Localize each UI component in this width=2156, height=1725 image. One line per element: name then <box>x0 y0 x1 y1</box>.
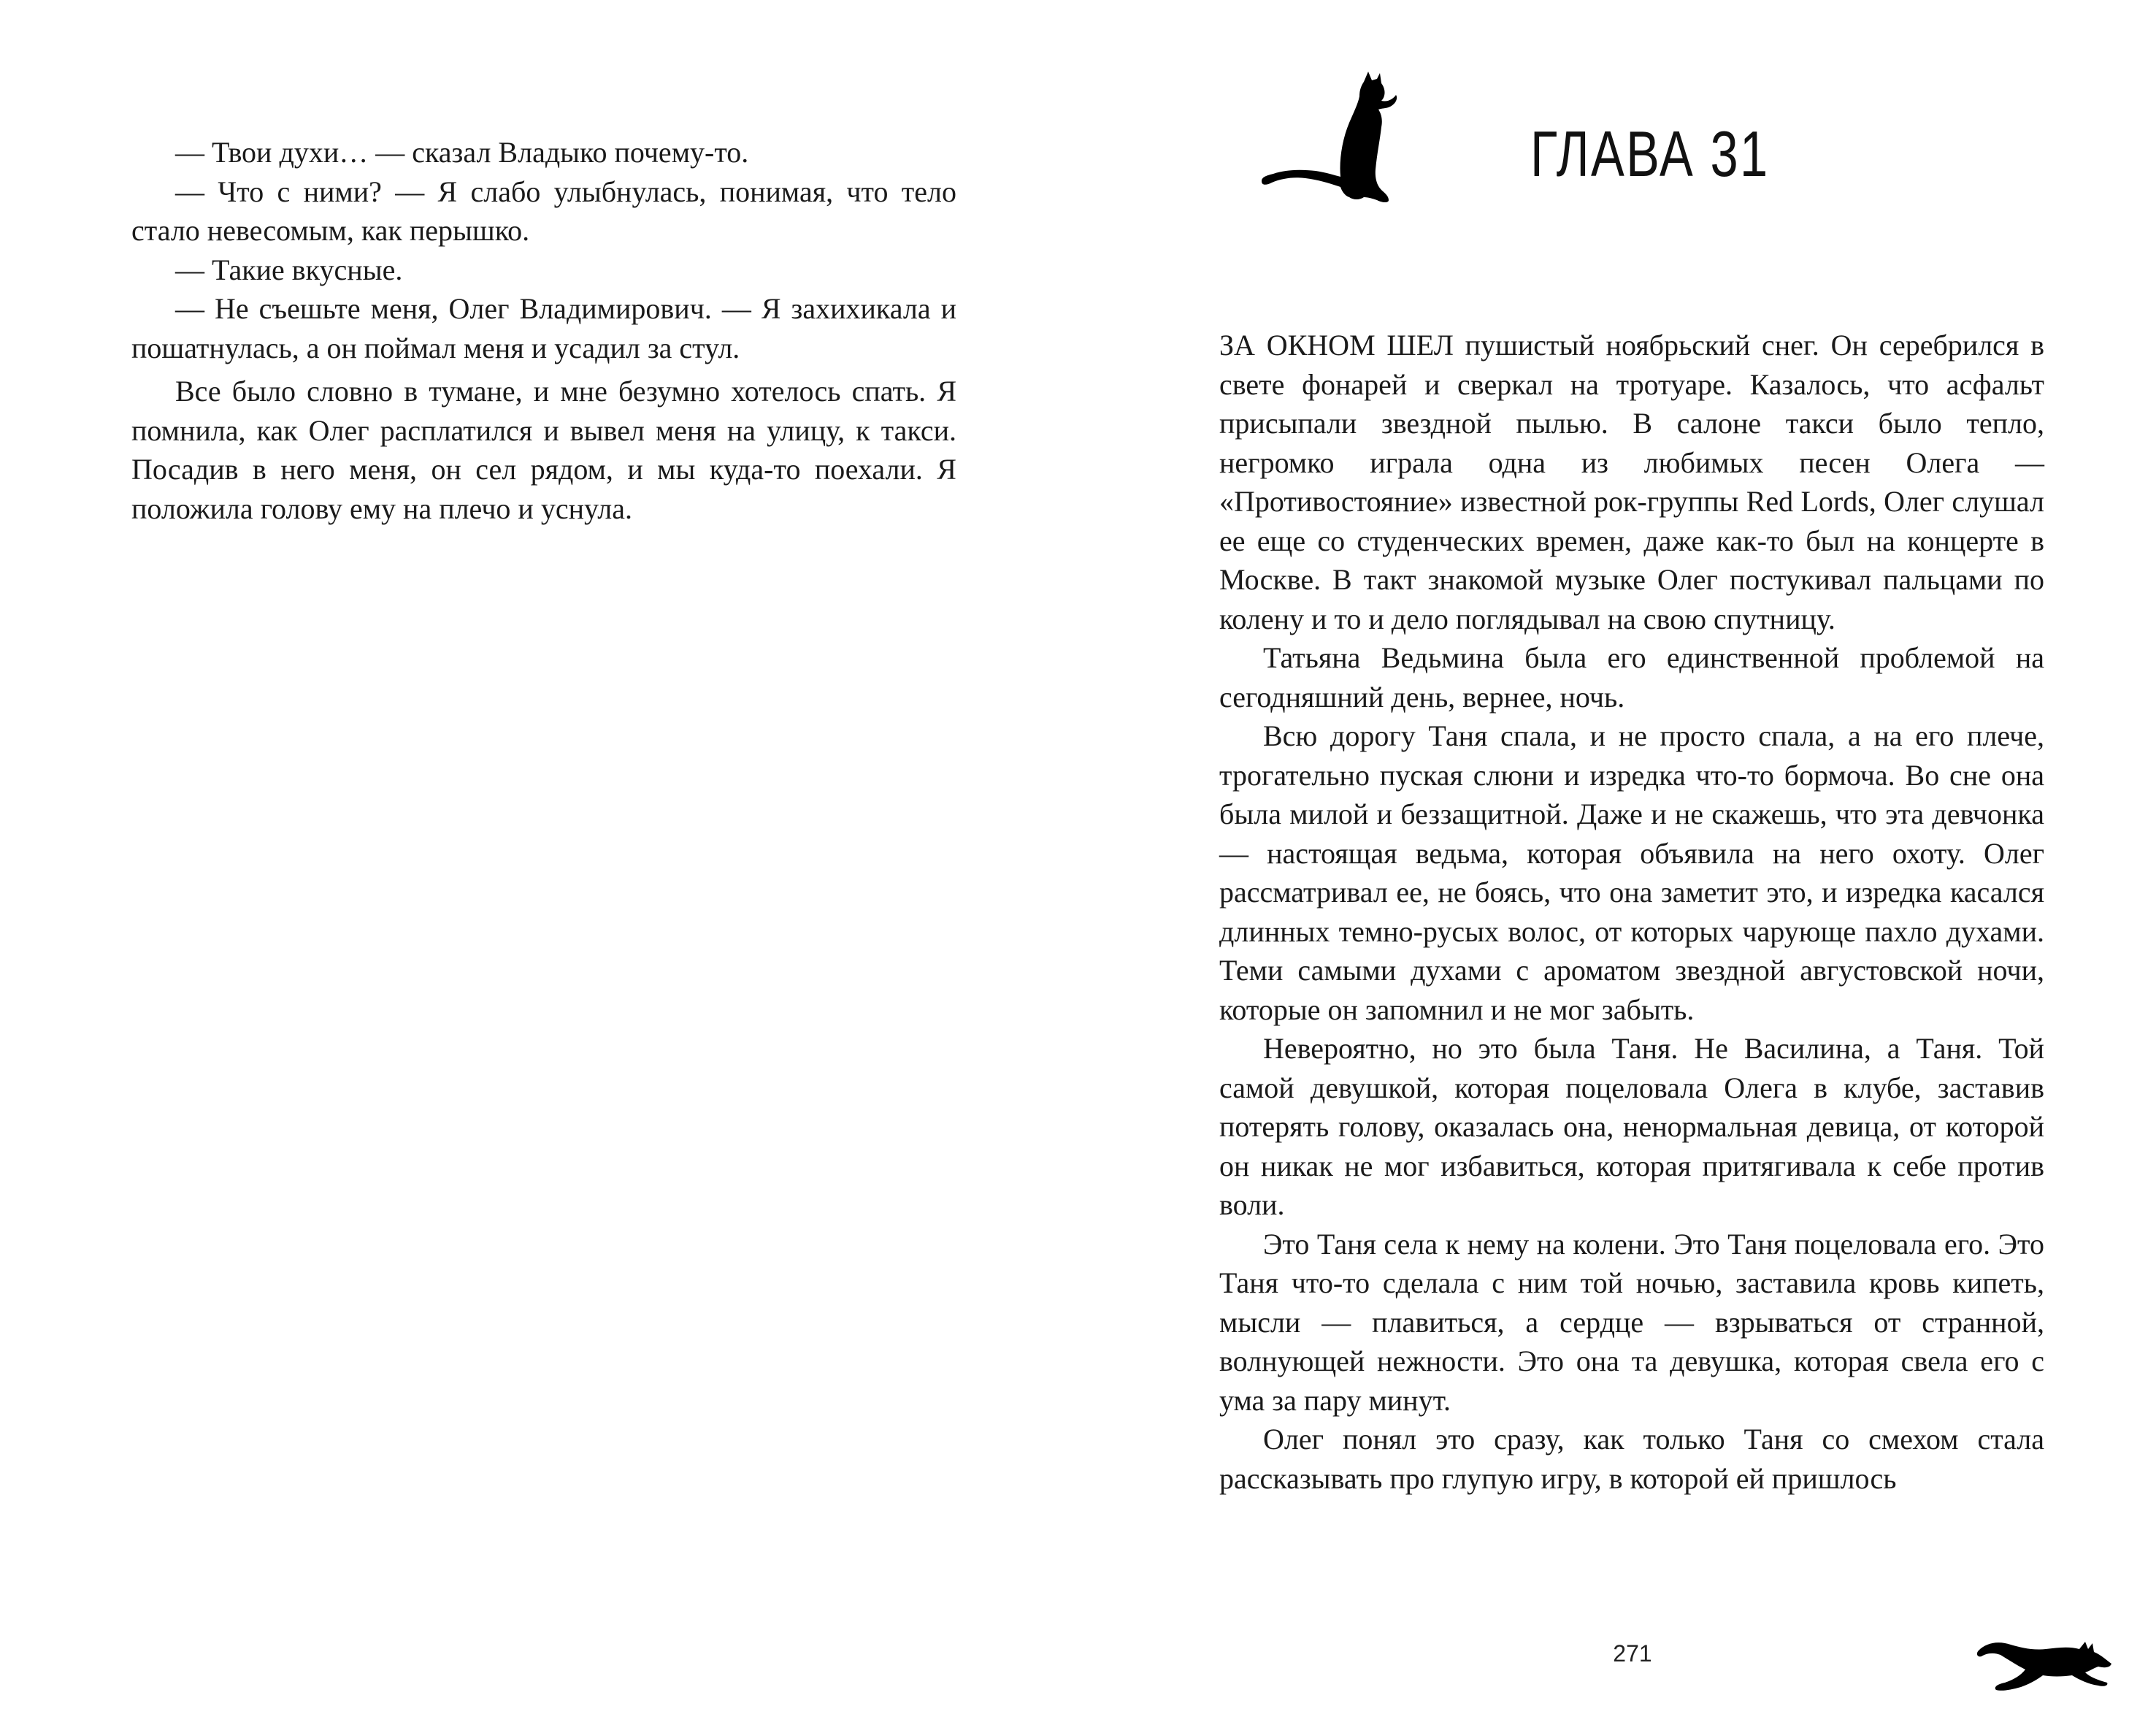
paragraph: Все было словно в тумане, и мне безумно хотелось спать. Я помнила, как Олег расплатился и вывел меня на улицу, к такси. Посадив в него меня, он сел рядом, и мы куда-то поехали. Я положила голову ему на плечо и уснула. <box>131 375 956 525</box>
sitting-cat-icon <box>1253 67 1399 213</box>
paragraph: Олег понял это сразу, как только Таня со смехом стала рассказывать про глупую игру, в которой ей пришлось <box>1219 1423 2044 1495</box>
running-cat-icon <box>1976 1626 2114 1699</box>
paragraph: — Что с ними? — Я слабо улыбнулась, понимая, что тело стало невесомым, как перышко. <box>131 175 956 247</box>
paragraph: Это Таня села к нему на колени. Это Таня поцеловала его. Это Таня что-то сделала с ним той ночью, заставила кровь кипеть, мысли — плавиться, а сердце — взрываться от странной, волнующей нежности. Это она та девушка, которая свела его с ума за пару минут. <box>1219 1227 2044 1417</box>
paragraph: Невероятно, но это была Таня. Не Василина, а Таня. Той самой девушкой, которая поцеловала Олега в клубе, заставив потерять голову, оказалась она, ненормальная девица, от которой он никак не мог избавиться, которая притягивала к себе против воли. <box>1219 1032 2044 1221</box>
paragraph <box>1219 326 2044 638</box>
left-page-text <box>131 133 956 528</box>
right-page-text <box>1219 326 2044 1498</box>
chapter-title: ГЛАВА 31 <box>1530 118 1770 190</box>
paragraph: — Твои духи… — сказал Владыко почему-то. <box>175 136 749 169</box>
paragraph-text: пушистый ноябрьский снег. Он серебрился в свете фонарей и сверкал на тротуаре. Казалось, что асфальт присыпали звездной пылью. В салоне такси было тепло, негромко играла одна из любимых песен Олега — «Противостояние» известной рок-группы Red Lords, Олег слушал ее еще со студенческих времен, даже как-то был на концерте в Москве. В такт знакомой музыке Олег постукивал пальцами по колену и то и дело поглядывал на свою спутницу. <box>1219 329 2045 635</box>
opening-caps: ЗА ОКНОМ ШЕЛ <box>1219 329 1454 362</box>
paragraph: Татьяна Ведьмина была его единственной проблемой на сегодняшний день, вернее, ночь. <box>1219 641 2044 714</box>
right-page <box>1078 0 2156 1725</box>
paragraph: Всю дорогу Таня спала, и не просто спала, а на его плече, трогательно пуская слюни и изредка что-то бормоча. Во сне она была милой и беззащитной. Даже и не скажешь, что эта девчонка — настоящая ведьма, которая объявила на него охоту. Олег рассматривал ее, не боясь, что она заметит это, и изредка касался длинных темно-русых волос, от которых чарующе пахло духами. Теми самыми духами с ароматом звездной августовской ночи, которые он запомнил и не мог забыть. <box>1219 719 2044 1026</box>
paragraph: — Не съешьте меня, Олег Владимирович. — Я захихикала и пошатнулась, а он поймал меня и усадил за стул. <box>131 292 956 364</box>
page-number: 271 <box>1613 1640 1652 1667</box>
paragraph: — Такие вкусные. <box>175 253 403 286</box>
